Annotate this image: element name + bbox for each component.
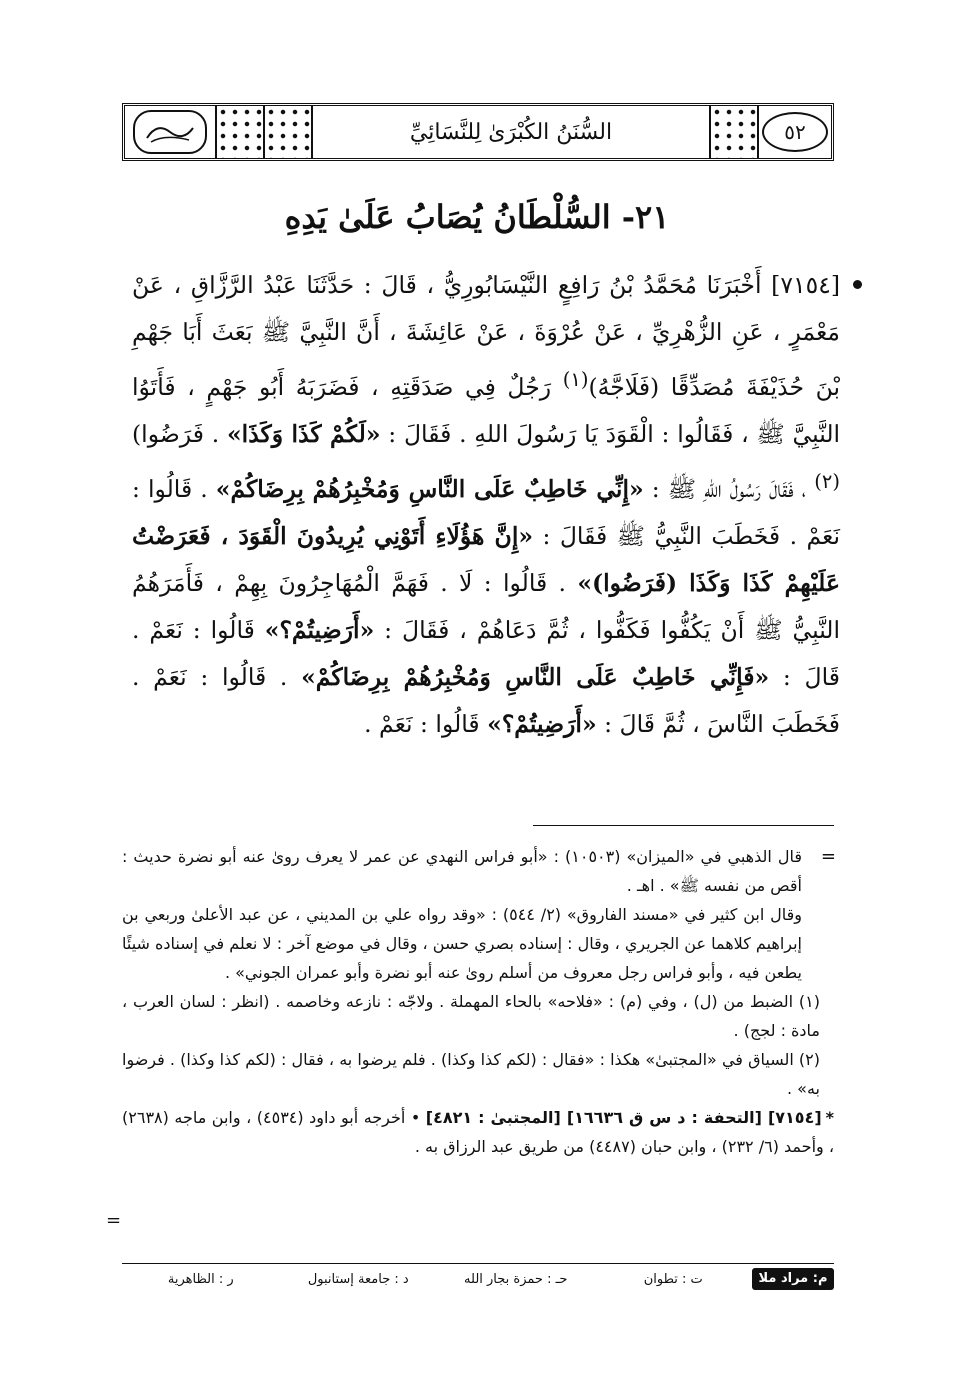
footnotes [122, 842, 834, 1161]
continuation-mark-top: = [820, 846, 836, 867]
siglum-h: حـ : حمزة بجار الله [464, 1271, 568, 1287]
hadith-part-9: قَالُوا : نَعَمْ . [364, 709, 488, 738]
footnote-2: (٢) السياق في «المجتبىٰ» هكذا : «فقال : (لكم كذا وكذا) . فلم يرضوا به ، فقال : (لكم كذا وكذا) . فرضوا به» . [122, 1050, 820, 1098]
siglum-r: ر : الظاهرية [167, 1271, 234, 1287]
footer-divider [122, 1263, 834, 1264]
ornament-left [217, 106, 265, 158]
hadith-part-4: ، فَقَالَ رَسُولُ اللهِ ﷺ : [643, 474, 815, 503]
footnote-ref-2: (٢) [814, 469, 840, 493]
hadith-part-3: . فَرَضُوا) [132, 419, 227, 448]
hadith-part-8: . قَالُوا : نَعَمْ . فَخَطَبَ النَّاسَ ، ثُمَّ قَالَ : [132, 662, 840, 738]
hadith-part-1: [٧١٥٤] أَخْبَرَنَا مُحَمَّدُ بْنُ رَافِعٍ النَّيْسَابُورِيُّ ، قَالَ : حَدَّثَنَا عَبْدُ الرَّزَّاقِ ، عَنْ مَعْمَرٍ ، عَنِ الزُّهْرِيِّ ، عَنْ عُرْوَةَ ، عَنْ عَائِشَةَ ، أَنَّ النَّبِيَّ ﷺ بَعَثَ أَبَا جَهْمِ بْنَ حُذَيْفَةَ مُصَدِّقًا (فَلَاجَّهُ) [132, 271, 840, 401]
takhrij-text: • أخرجه أبو داود (٤٥٣٤) ، وابن ماجه (٢٦٣٨) ، وأحمد (٦/ ٢٣٢) ، وابن حبان (٤٤٨٧) من طريق عبد الرزاق به . [122, 1108, 834, 1156]
prophet-speech-2: «إِنِّي خَاطِبٌ عَلَى النَّاسِ وَمُخْبِرُهُمْ بِرِضَاكُمْ» [215, 474, 644, 503]
siglum-m: م: مراد ملا [752, 1268, 834, 1290]
footnote-1: (١) الضبط من (ل) ، وفي (م) : «فلاحه» بالحاء المهملة . ولاجّه : نازعه وخاصمه . (انظر : لسان العرب ، مادة : لجج) . [122, 992, 820, 1040]
page-header [122, 103, 834, 161]
book-logo-cell [125, 106, 217, 158]
hadith-part-7: قَالُوا : نَعَمْ . قَالَ : [132, 615, 840, 691]
prophet-speech-1: «لَكُمْ كَذَا وَكَذَا» [226, 419, 381, 448]
footnote-ref-1: (١) [562, 368, 589, 391]
hadith-part-2: رَجُلٌ فِي صَدَقَتِهِ ، فَضَرَبَهُ أَبُو جَهْمٍ ، فَأَتَوُا النَّبِيَّ ﷺ ، فَقَالُوا : الْقَوَدَ يَا رَسُولَ اللهِ . فَقَالَ : [132, 372, 841, 448]
running-title: السُّنَنُ الكُبْرَىٰ لِلنَّسَائِيِّ [313, 106, 711, 158]
footnote-divider [533, 825, 834, 826]
calligraphy-icon [143, 118, 197, 146]
siglum-t: ت : تطوان [643, 1271, 703, 1287]
page-number: ٥٢ [762, 112, 828, 152]
continuation-mark-bottom: = [106, 1210, 122, 1231]
chapter-title: ٢١- السُّلْطَانُ يُصَابُ عَلَىٰ يَدِهِ [284, 198, 670, 236]
prophet-speech-3: «إِنَّ هَؤُلَاءِ أَتَوْنِي يُرِيدُونَ الْقَوَدَ ، فَعَرَضْتُ عَلَيْهِمْ كَذَا وَكَذَا (فَرَضُوا)» [132, 521, 840, 597]
ornament-left-2 [265, 106, 313, 158]
takhrij-refs: [٧١٥٤] [التحفة : د س ق ١٦٦٣٦] [المجتبىٰ : ٤٨٢١] [425, 1108, 822, 1127]
prophet-speech-6: «أَرَضِيتُمْ؟» [487, 709, 597, 738]
star-icon: * [825, 1108, 835, 1127]
takhrij-note [122, 1103, 834, 1161]
ornament-right [711, 106, 759, 158]
manuscript-sigla [122, 1266, 834, 1292]
page-number-cell [759, 106, 831, 158]
prophet-speech-4: «أَرَضِيتُمْ؟» [264, 615, 375, 644]
prophet-speech-5: «فَإِنِّي خَاطِبٌ عَلَى النَّاسِ وَمُخْبِرُهُمْ بِرِضَاكُمْ» [301, 662, 770, 691]
bullet-icon [853, 280, 862, 289]
hadith-text [132, 262, 840, 748]
book-logo-icon [133, 110, 207, 154]
hadith-part-6: . قَالُوا : لَا . فَهَمَّ الْمُهَاجِرُونَ بِهِمْ ، فَأَمَرَهُمُ النَّبِيُّ ﷺ أَنْ يَكُفُّوا فَكَفُّوا ، ثُمَّ دَعَاهُمْ ، فَقَالَ : [132, 568, 840, 644]
footnote-continued-a: قال الذهبي في «الميزان» (١٠٥٠٣) : «أبو فراس النهدي عن عمر لا يعرف روىٰ عنه أبو نضرة حديث : أقص من نفسه ﷺ» . اهـ . [122, 847, 802, 895]
siglum-d: د : جامعة إستانبول [307, 1271, 409, 1287]
hadith-part-5: . قَالُوا : نَعَمْ . فَخَطَبَ النَّبِيُّ ﷺ فَقَالَ : [132, 474, 840, 550]
footnote-continued-b: وقال ابن كثير في «مسند الفاروق» (٢/ ٥٤٤) : «وقد رواه علي بن المديني ، عن عبد الأعلىٰ وربعي بن إبراهيم كلاهما عن الجريري ، وقال : إسناده بصري حسن ، وقال في موضع آخر : لا نعلم في إسناده شيئًا يطعن فيه ، وأبو فراس رجل معروف من أسلم روىٰ عنه أبو نضرة وأبو عمران الجوني» . [122, 905, 802, 982]
